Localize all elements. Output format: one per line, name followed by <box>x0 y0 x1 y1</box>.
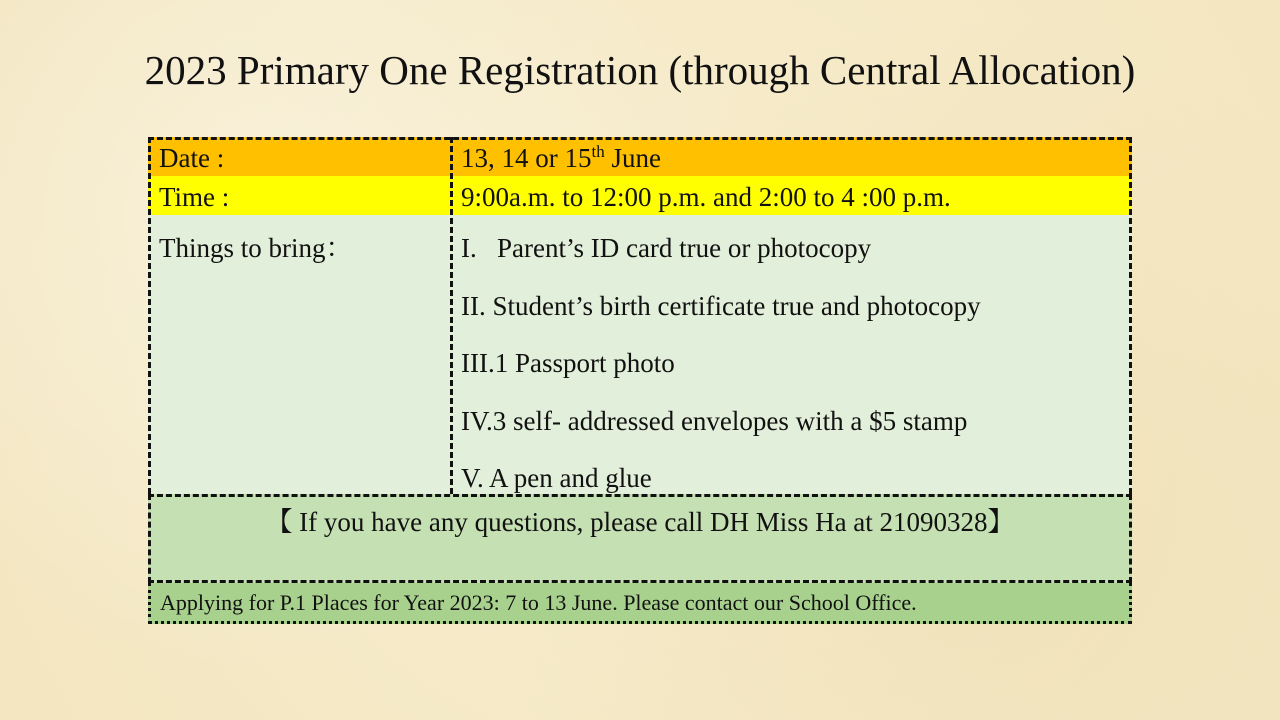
date-value-month: June <box>604 143 661 173</box>
date-label: Date : <box>159 143 225 173</box>
date-value-suffix: th <box>591 142 605 161</box>
things-list <box>452 215 1132 494</box>
date-value-days: 13, 14 or 15 <box>461 143 592 173</box>
questions-box <box>148 494 1132 583</box>
date-row <box>148 137 1132 176</box>
list-item: II. Student’s birth certificate true and photocopy <box>461 291 981 321</box>
things-row <box>148 215 1132 494</box>
questions-text: 【 If you have any questions, please call DH Miss Ha at 21090328】 <box>265 507 1015 537</box>
list-item: I. Parent’s ID card true or photocopy <box>461 233 872 263</box>
page-title: 2023 Primary One Registration (through Central Allocation) <box>144 47 1136 93</box>
time-value: 9:00a.m. to 12:00 p.m. and 2:00 to 4 :00 p.m. <box>461 182 951 212</box>
applying-note-text: Applying for P.1 Places for Year 2023: 7 to 13 June. Please contact our School Office. <box>160 590 917 615</box>
things-label: Things to bring： <box>159 233 353 263</box>
list-item: IV.3 self- addressed envelopes with a $5 stamp <box>461 406 968 436</box>
date-value <box>452 137 1132 176</box>
list-item: III.1 Passport photo <box>461 348 675 378</box>
time-row <box>148 176 1132 215</box>
list-item: V. A pen and glue <box>461 463 652 493</box>
time-label: Time : <box>159 182 230 212</box>
applying-note-box <box>148 583 1132 624</box>
